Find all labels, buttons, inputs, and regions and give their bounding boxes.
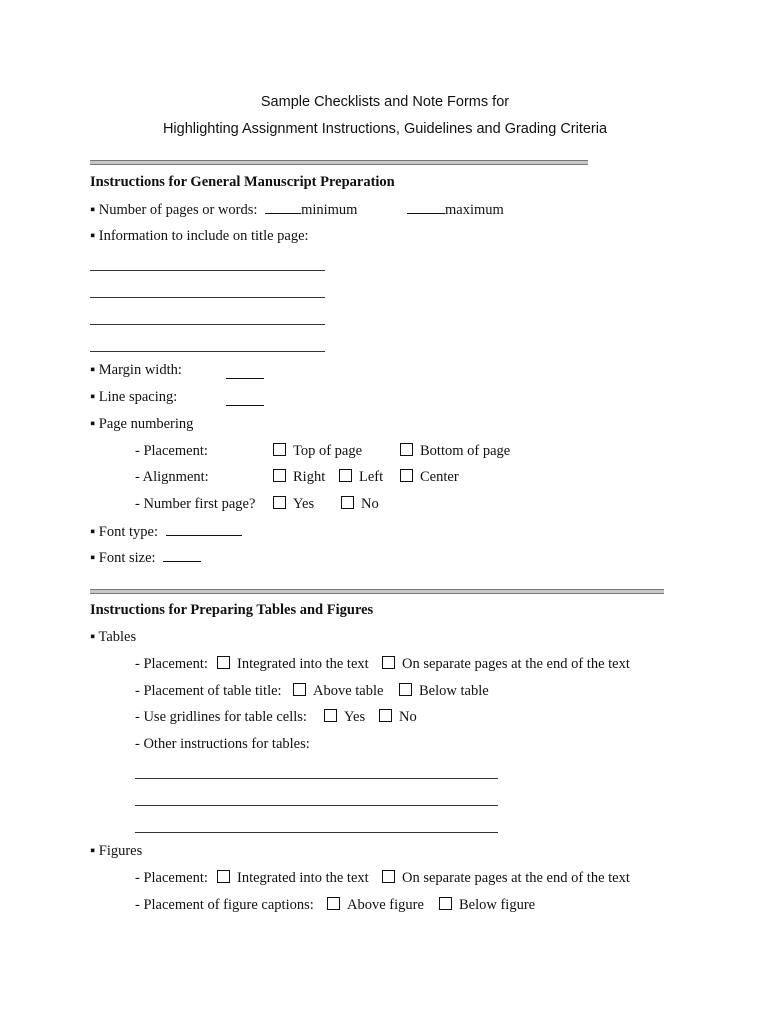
- min-label: minimum: [301, 202, 358, 218]
- below-figure-checkbox[interactable]: [439, 897, 452, 910]
- right-align-checkbox[interactable]: [273, 469, 286, 482]
- first-page-yes-label: Yes: [293, 496, 315, 512]
- min-pages-blank[interactable]: [265, 201, 301, 214]
- spacing-label: ▪ Line spacing:: [90, 389, 178, 405]
- placement-label: - Placement:: [135, 443, 208, 459]
- title-info-line-2[interactable]: [90, 297, 325, 298]
- gridlines-no-label: No: [399, 709, 417, 725]
- below-figure-label: Below figure: [459, 897, 536, 913]
- page-subtitle: Highlighting Assignment Instructions, Guidelines and Grading Criteria: [162, 121, 608, 137]
- below-table-label: Below table: [419, 683, 489, 699]
- above-table-label: Above table: [313, 683, 384, 699]
- figure-placement-label: - Placement:: [135, 870, 208, 886]
- title-info-line-1[interactable]: [90, 270, 325, 271]
- figure-separate-checkbox[interactable]: [382, 870, 395, 883]
- other-instructions-line-2[interactable]: [135, 805, 498, 806]
- gridlines-no-checkbox[interactable]: [379, 709, 392, 722]
- table-integrated-checkbox[interactable]: [217, 656, 230, 669]
- numbering-label: ▪ Page numbering: [90, 416, 194, 432]
- title-info-label: ▪ Information to include on title page:: [90, 228, 309, 244]
- table-title-label: - Placement of table title:: [135, 683, 282, 699]
- spacing-blank[interactable]: [226, 393, 264, 406]
- title-info-line-4[interactable]: [90, 351, 325, 352]
- max-label: maximum: [445, 202, 504, 218]
- bottom-of-page-checkbox[interactable]: [400, 443, 413, 456]
- font-size-label: ▪ Font size:: [90, 550, 156, 566]
- above-figure-label: Above figure: [347, 897, 424, 913]
- max-row: [407, 201, 504, 219]
- right-align-label: Right: [293, 469, 326, 485]
- left-align-label: Left: [359, 469, 384, 485]
- tables-label: ▪ Tables: [90, 629, 137, 645]
- alignment-label: - Alignment:: [135, 469, 209, 485]
- figure-integrated-checkbox[interactable]: [217, 870, 230, 883]
- other-instructions-label: - Other instructions for tables:: [135, 736, 310, 752]
- left-align-checkbox[interactable]: [339, 469, 352, 482]
- margin-label: ▪ Margin width:: [90, 362, 182, 378]
- font-size-blank[interactable]: [163, 549, 201, 562]
- pages-row: [90, 201, 357, 219]
- gridlines-yes-checkbox[interactable]: [324, 709, 337, 722]
- top-of-page-label: Top of page: [293, 443, 363, 459]
- section-divider: [90, 160, 588, 165]
- table-separate-checkbox[interactable]: [382, 656, 395, 669]
- gridlines-label: - Use gridlines for table cells:: [135, 709, 307, 725]
- table-integrated-label: Integrated into the text: [237, 656, 369, 672]
- pages-label: ▪ Number of pages or words:: [90, 202, 258, 218]
- figures-label: ▪ Figures: [90, 843, 143, 859]
- first-page-no-label: No: [361, 496, 379, 512]
- margin-blank[interactable]: [226, 366, 264, 379]
- table-placement-label: - Placement:: [135, 656, 208, 672]
- section-heading-tables: Instructions for Preparing Tables and Figures: [90, 602, 374, 618]
- section-divider: [90, 589, 664, 594]
- section-heading-manuscript: Instructions for General Manuscript Preparation: [90, 174, 395, 190]
- top-of-page-checkbox[interactable]: [273, 443, 286, 456]
- page-title: Sample Checklists and Note Forms for: [260, 94, 510, 110]
- font-type-label: ▪ Font type:: [90, 524, 158, 540]
- caption-label: - Placement of figure captions:: [135, 897, 314, 913]
- above-figure-checkbox[interactable]: [327, 897, 340, 910]
- font-size-row: [90, 549, 201, 567]
- gridlines-yes-label: Yes: [344, 709, 366, 725]
- font-type-blank[interactable]: [166, 523, 242, 536]
- first-page-no-checkbox[interactable]: [341, 496, 354, 509]
- first-page-label: - Number first page?: [135, 496, 256, 512]
- above-table-checkbox[interactable]: [293, 683, 306, 696]
- figure-separate-label: On separate pages at the end of the text: [402, 870, 630, 886]
- max-pages-blank[interactable]: [407, 201, 445, 214]
- font-type-row: [90, 523, 242, 541]
- title-info-line-3[interactable]: [90, 324, 325, 325]
- other-instructions-line-3[interactable]: [135, 832, 498, 833]
- bottom-of-page-label: Bottom of page: [420, 443, 511, 459]
- other-instructions-line-1[interactable]: [135, 778, 498, 779]
- center-align-checkbox[interactable]: [400, 469, 413, 482]
- first-page-yes-checkbox[interactable]: [273, 496, 286, 509]
- center-align-label: Center: [420, 469, 459, 485]
- table-separate-label: On separate pages at the end of the text: [402, 656, 630, 672]
- figure-integrated-label: Integrated into the text: [237, 870, 369, 886]
- below-table-checkbox[interactable]: [399, 683, 412, 696]
